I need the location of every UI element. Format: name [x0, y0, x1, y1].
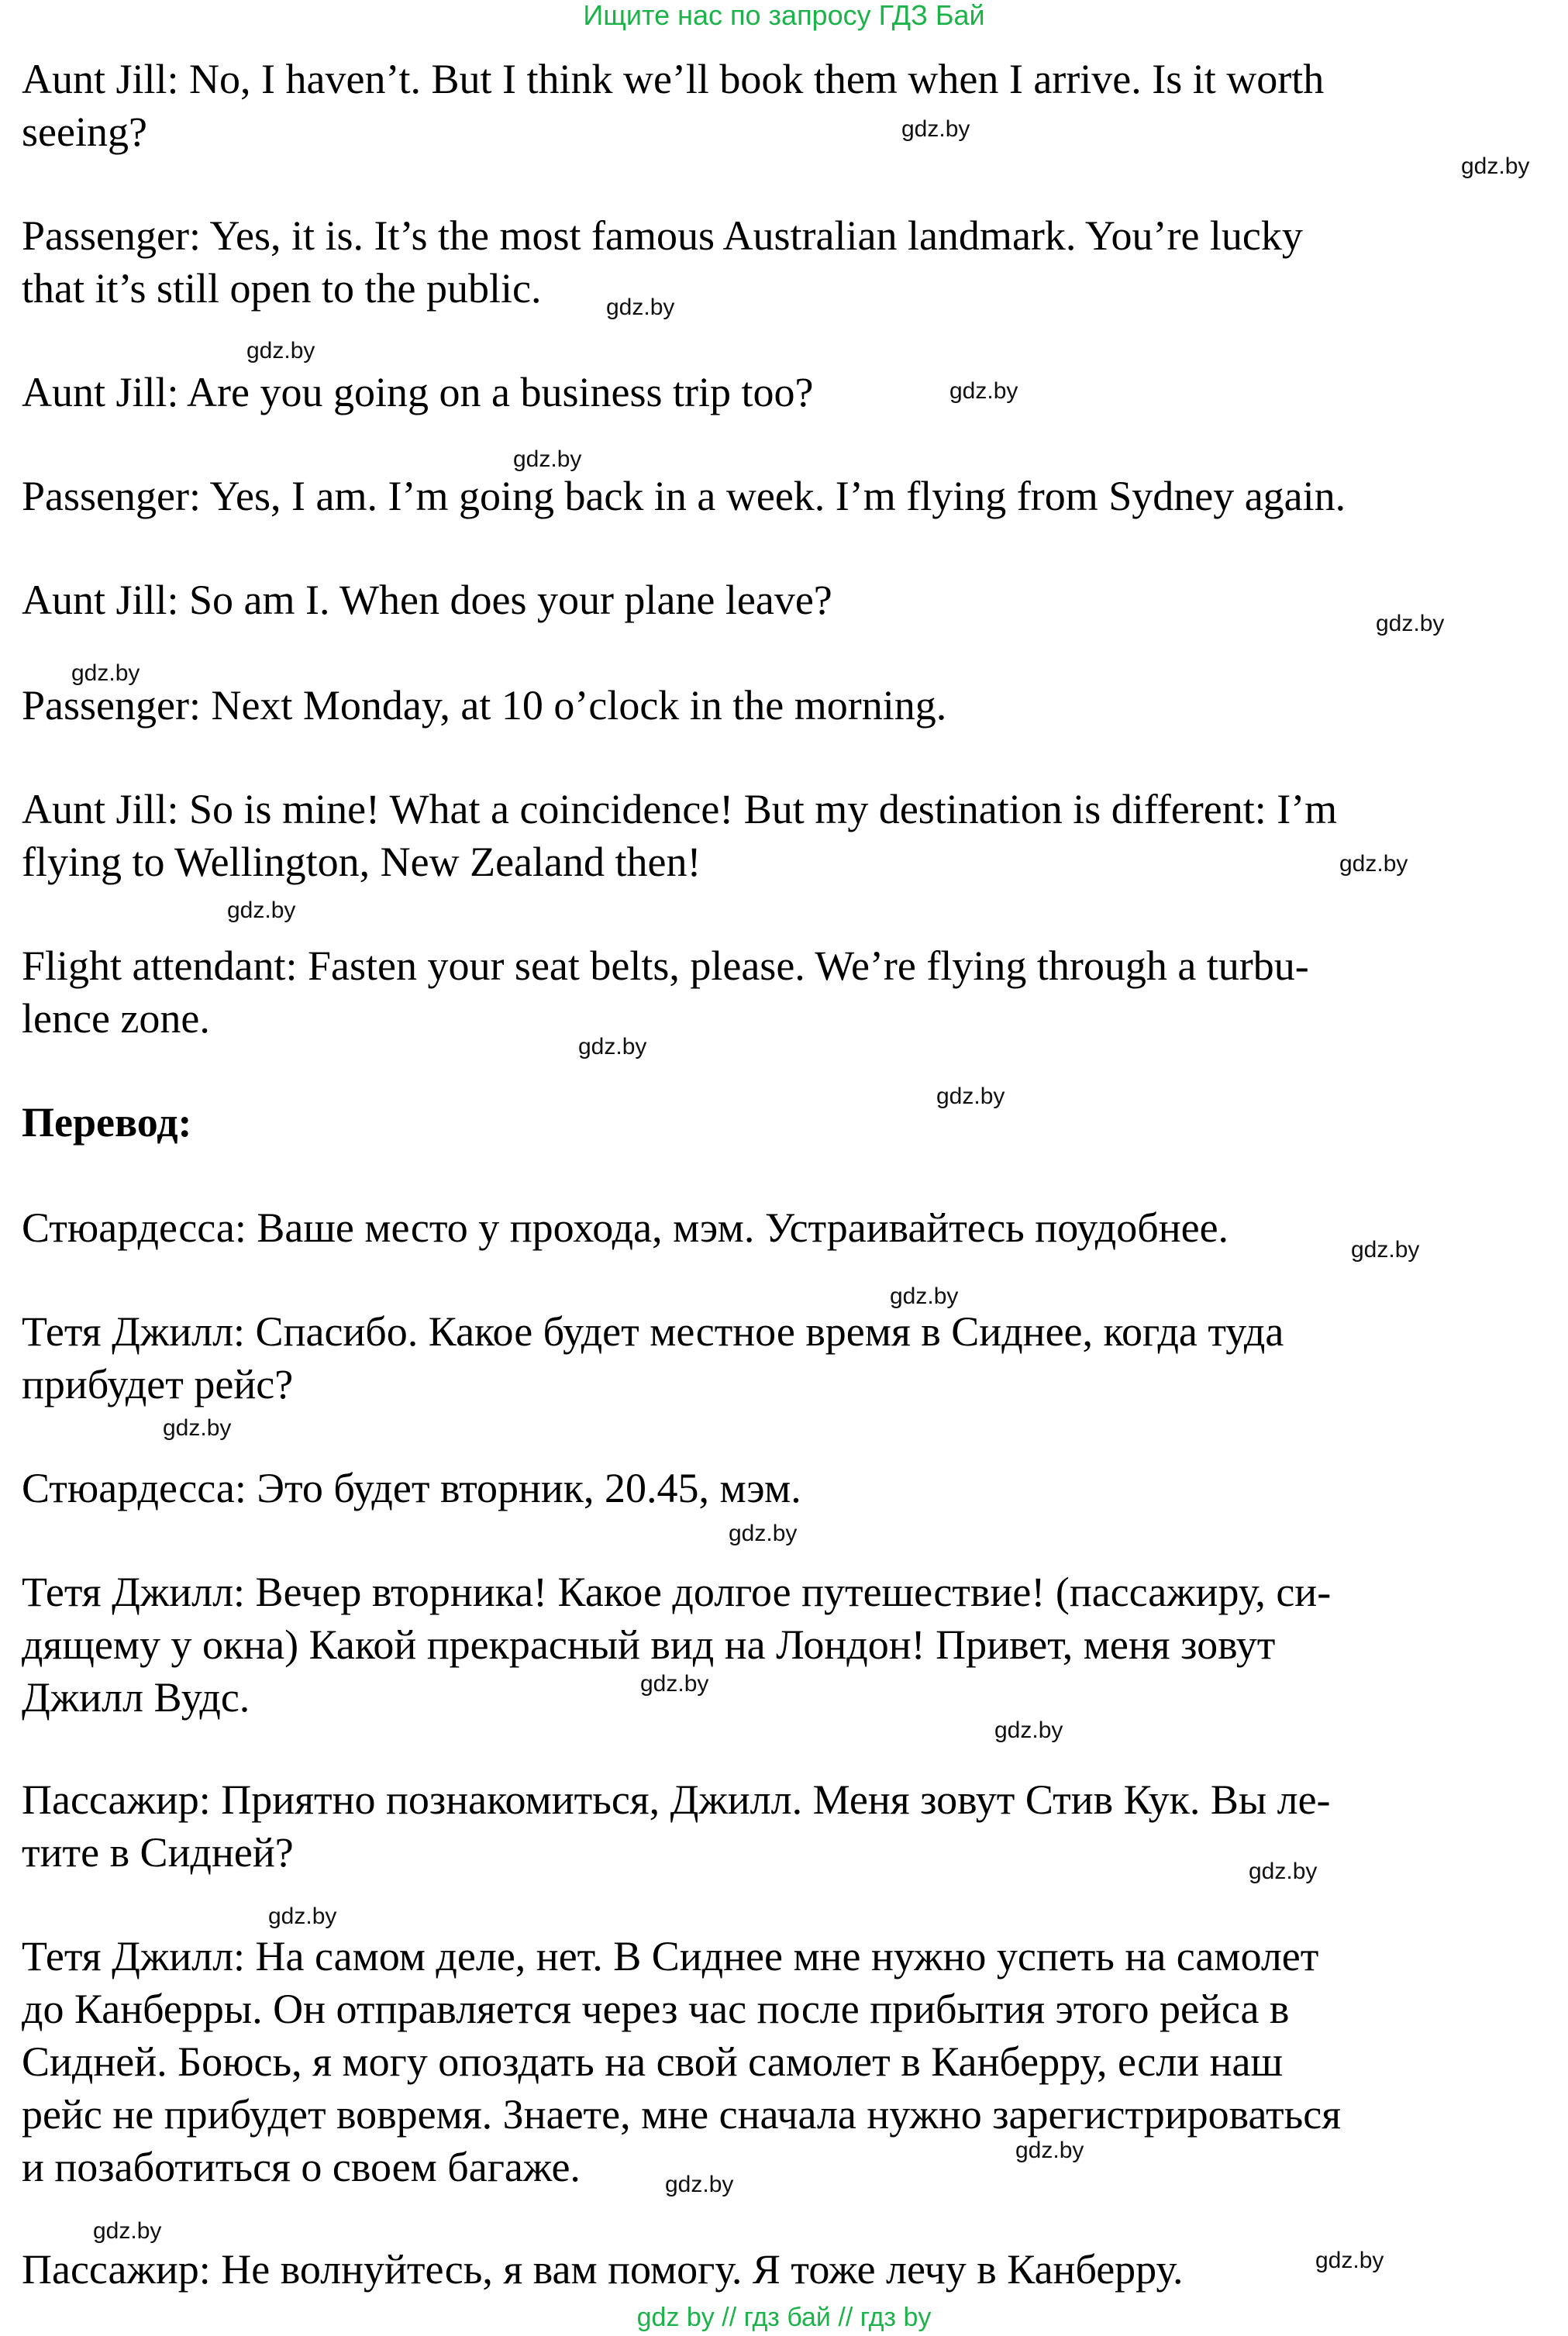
watermark: gdz.by [890, 1283, 959, 1309]
text-line: Aunt Jill: So am I. When does your plane leave? [22, 577, 832, 623]
translation-heading: Перевод: [22, 1099, 192, 1146]
watermark: gdz.by [994, 1718, 1063, 1743]
watermark: gdz.by [227, 898, 296, 923]
text-line: дящему у окна) Какой прекрасный вид на Лондон! Привет, меня зовут [22, 1621, 1276, 1668]
text-line: Пассажир: Не волнуйтесь, я вам помогу. Я тоже лечу в Канберру. [22, 2246, 1184, 2293]
text-line: lence zone. [22, 995, 210, 1042]
watermark: gdz.by [1351, 1237, 1420, 1263]
dialogue-paragraph [22, 366, 1525, 419]
text-line: Passenger: Yes, it is. It’s the most famous Australian landmark. You’re lucky [22, 212, 1303, 259]
text-line: Стюардесса: Ваше место у прохода, мэм. Устраивайтесь поудобнее. [22, 1204, 1229, 1251]
dialogue-paragraph [22, 470, 1525, 522]
text-line: прибудет рейс? [22, 1361, 294, 1407]
text-line: рейс не прибудет вовремя. Знаете, мне сначала нужно зарегистрироваться [22, 2091, 1342, 2138]
watermark: gdz.by [578, 1034, 647, 1059]
text-line: Пассажир: Приятно познакомиться, Джилл. Меня зовут Стив Кук. Вы ле- [22, 1776, 1331, 1823]
page-footer-banner: gdz by // гдз бай // гдз by [636, 2303, 932, 2332]
watermark: gdz.by [1015, 2138, 1084, 2163]
text-line: Aunt Jill: No, I haven’t. But I think we’ll book them when I arrive. Is it worth [22, 56, 1325, 102]
text-line: Сидней. Боюсь, я могу опоздать на свой самолет в Канберру, если наш [22, 2038, 1284, 2085]
watermark: gdz.by [1461, 153, 1530, 179]
watermark: gdz.by [1315, 2248, 1384, 2273]
watermark: gdz.by [640, 1671, 709, 1697]
dialogue-paragraph [22, 679, 1525, 732]
watermark: gdz.by [665, 2172, 734, 2197]
watermark: gdz.by [71, 660, 140, 686]
text-line: Passenger: Yes, I am. I’m going back in a week. I’m flying from Sydney again. [22, 473, 1346, 519]
dialogue-paragraph [22, 209, 1525, 315]
watermark: gdz.by [93, 2218, 162, 2244]
translation-paragraph [22, 1566, 1525, 1724]
dialogue-paragraph [22, 53, 1525, 158]
text-line: Aunt Jill: Are you going on a business trip too? [22, 369, 814, 415]
watermark: gdz.by [268, 1904, 337, 1929]
text-line: Тетя Джилл: На самом деле, нет. В Сиднее мне нужно успеть на самолет [22, 1933, 1319, 1979]
watermark: gdz.by [1249, 1859, 1318, 1884]
text-line: и позаботиться о своем багаже. [22, 2144, 581, 2190]
watermark: gdz.by [1376, 611, 1445, 636]
text-line: Джилл Вудс. [22, 1674, 250, 1721]
page-header-banner: Ищите нас по запросу ГДЗ Бай [583, 0, 985, 31]
translation-paragraph [22, 1462, 1525, 1514]
dialogue-paragraph [22, 939, 1525, 1045]
text-line: Стюардесса: Это будет вторник, 20.45, мэм. [22, 1465, 801, 1511]
text-line: Aunt Jill: So is mine! What a coincidence! But my destination is different: I’m [22, 786, 1338, 832]
dialogue-paragraph [22, 574, 1525, 626]
watermark: gdz.by [1339, 851, 1408, 877]
text-line: Тетя Джилл: Вечер вторника! Какое долгое путешествие! (пассажиру, си- [22, 1569, 1332, 1615]
text-line: flying to Wellington, New Zealand then! [22, 839, 701, 885]
text-line: that it’s still open to the public. [22, 265, 542, 312]
watermark: gdz.by [163, 1415, 232, 1441]
watermark: gdz.by [513, 446, 582, 472]
translation-paragraph [22, 2243, 1525, 2296]
text-line: Passenger: Next Monday, at 10 o’clock in the morning. [22, 682, 947, 729]
watermark: gdz.by [246, 338, 315, 363]
text-line: тите в Сидней? [22, 1829, 294, 1876]
text-line: seeing? [22, 109, 147, 155]
translation-paragraph [22, 1201, 1525, 1254]
watermark: gdz.by [936, 1084, 1005, 1109]
translation-paragraph [22, 1930, 1525, 2193]
text-line: Flight attendant: Fasten your seat belts, please. We’re flying through a turbu- [22, 942, 1309, 989]
watermark: gdz.by [949, 378, 1018, 404]
text-line: до Канберры. Он отправляется через час после прибытия этого рейса в [22, 1986, 1290, 2032]
dialogue-paragraph [22, 783, 1525, 888]
text-line: Тетя Джилл: Спасибо. Какое будет местное время в Сиднее, когда туда [22, 1308, 1284, 1355]
translation-paragraph [22, 1305, 1525, 1411]
watermark: gdz.by [901, 116, 970, 142]
watermark: gdz.by [729, 1521, 798, 1546]
watermark: gdz.by [606, 295, 675, 320]
